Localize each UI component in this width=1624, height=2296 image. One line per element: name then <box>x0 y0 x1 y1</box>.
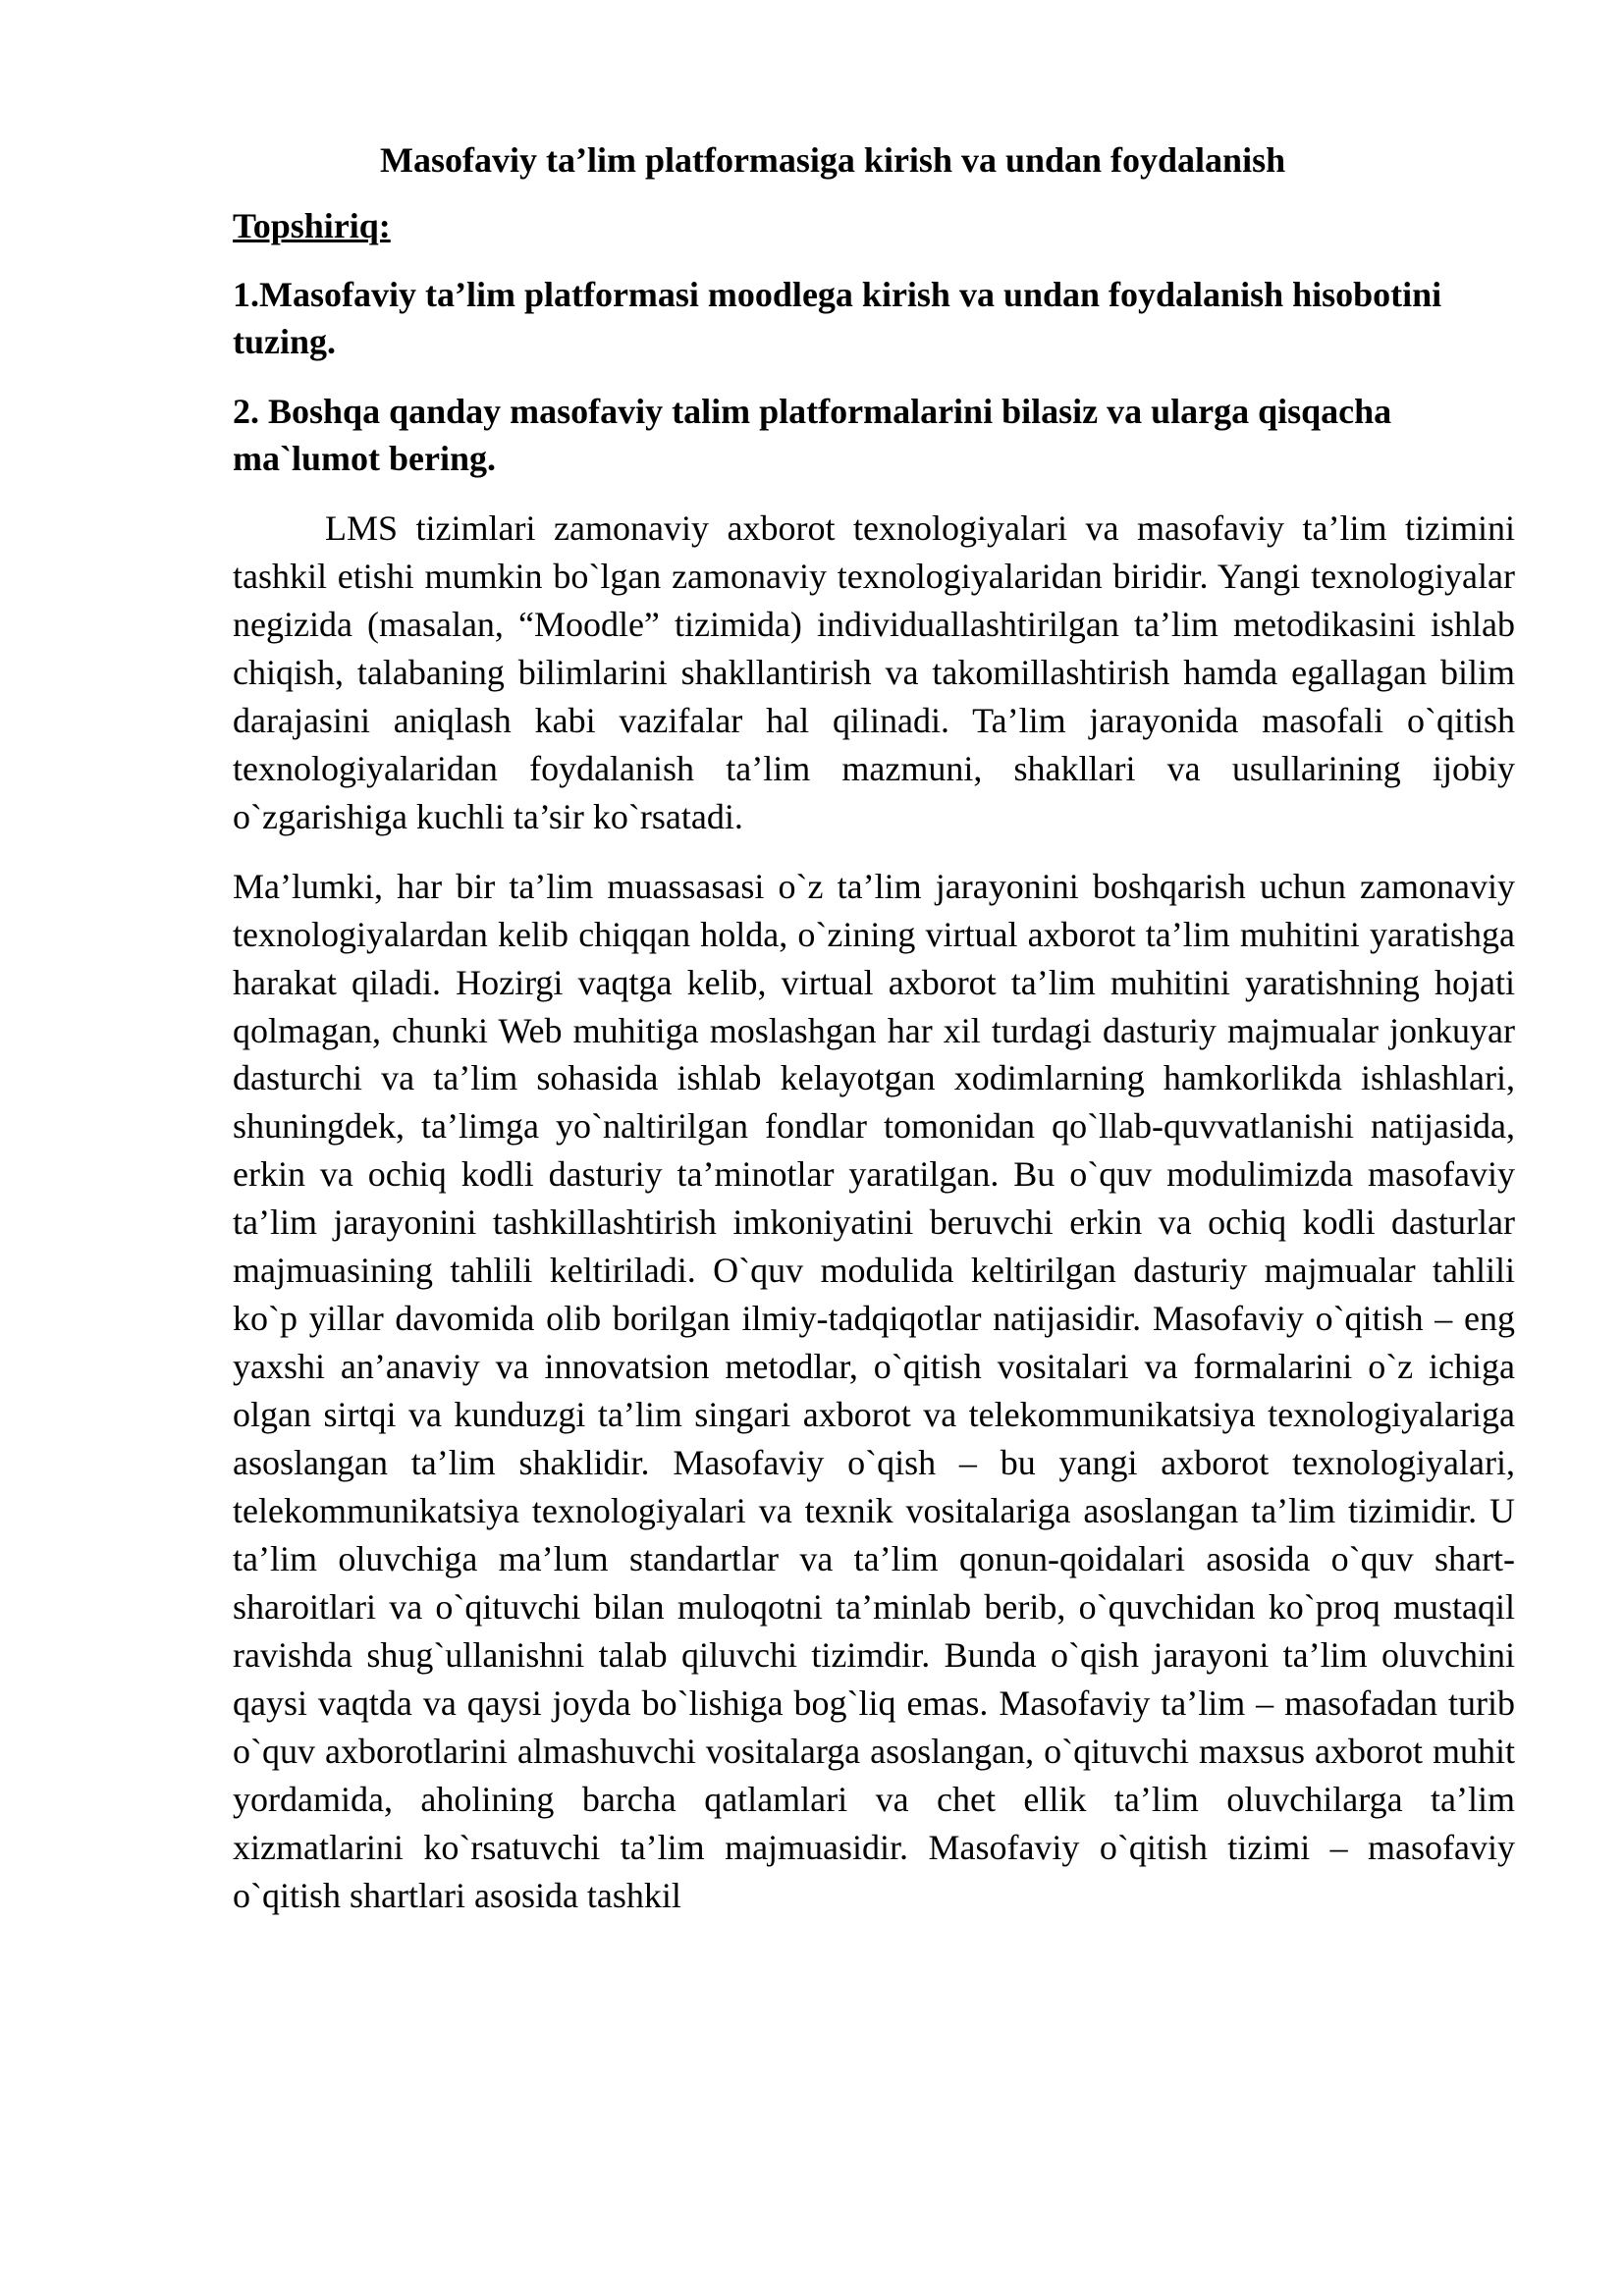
document-title: Masofaviy ta’lim platformasiga kirish va undan foydalanish <box>380 140 1286 180</box>
task-item-2: 2. Boshqa qanday masofaviy talim platformalarini bilasiz va ularga qisqacha ma`lumot bering. <box>233 391 1392 479</box>
task-heading: Topshiriq: <box>233 205 391 245</box>
paragraph-lms: LMS tizimlari zamonaviy axborot texnologiyalari va masofaviy ta’lim tizimini tashkil etishi mumkin bo`lgan zamonaviy texnologiyalaridan biridir. Yangi texnologiyalar negizida (masalan, “Moodle” tizimida) individuallashtirilgan ta’lim metodikasini ishlab chiqish, talabaning bilimlarini shakllantirish va takomillashtirish hamda egallagan bilim darajasini aniqlash kabi vazifalar hal qilinadi. Ta’lim jarayonida masofali o`qitish texnologiyalaridan foydalanish ta’lim mazmuni, shakllari va usullarining ijobiy o`zgarishiga kuchli ta’sir ko`rsatadi. <box>233 507 1515 836</box>
paragraph-virtual-environment: Ma’lumki, har bir ta’lim muassasasi o`z ta’lim jarayonini boshqarish uchun zamonaviy texnologiyalardan kelib chiqqan holda, o`zining virtual axborot ta’lim muhitini yaratishga harakat qiladi. Hozirgi vaqtga kelib, virtual axborot ta’lim muhitini yaratishning hojati qolmagan, chunki Web muhitiga moslashgan har xil turdagi dasturiy majmualar jonkuyar dasturchi va ta’lim sohasida ishlab kelayotgan xodimlarning hamkorlikda ishlashlari, shuningdek, ta’limga yo`naltirilgan fondlar tomonidan qo`llab-quvvatlanishi natijasida, erkin va ochiq kodli dasturiy ta’minotlar yaratilgan. Bu o`quv modulimizda masofaviy ta’lim jarayonini tashkillashtirish imkoniyatini beruvchi erkin va ochiq kodli dasturlar majmuasining tahlili keltiriladi. O`quv modulida keltirilgan dasturiy majmualar tahlili ko`p yillar davomida olib borilgan ilmiy-tadqiqotlar natijasidir. Masofaviy o`qitish – eng yaxshi an’anaviy va innovatsion metodlar, o`qitish vositalari va formalarini o`z ichiga olgan sirtqi va kunduzgi ta’lim singari axborot va telekommunikatsiya texnologiyalariga asoslangan ta’lim shaklidir. Masofaviy o`qish – bu yangi axborot texnologiyalari, telekommunikatsiya texnologiyalari va texnik vositalariga asoslangan ta’lim tizimidir. U ta’lim oluvchiga ma’lum standartlar va ta’lim qonun-qoidalari asosida o`quv shart-sharoitlari va o`qituvchi bilan muloqotni ta’minlab berib, o`quvchidan ko`proq mustaqil ravishda shug`ullanishni talab qiluvchi tizimdir. Bunda o`qish jarayoni ta’lim oluvchini qaysi vaqtda va qaysi joyda bo`lishiga bog`liq emas. Masofaviy ta’lim – masofadan turib o`quv axborotlarini almashuvchi vositalarga asoslangan, o`qituvchi maxsus axborot muhit yordamida, aholining barcha qatlamlari va chet ellik ta’lim oluvchilarga ta’lim xizmatlarini ko`rsatuvchi ta’lim majmuasidir. Masofaviy o`qitish tizimi – masofaviy o`qitish shartlari asosida tashkil <box>233 866 1515 1915</box>
document-body <box>233 137 1515 1920</box>
task-item-1: 1.Masofaviy ta’lim platformasi moodlega kirish va undan foydalanish hisobotini tuzing. <box>233 274 1442 362</box>
